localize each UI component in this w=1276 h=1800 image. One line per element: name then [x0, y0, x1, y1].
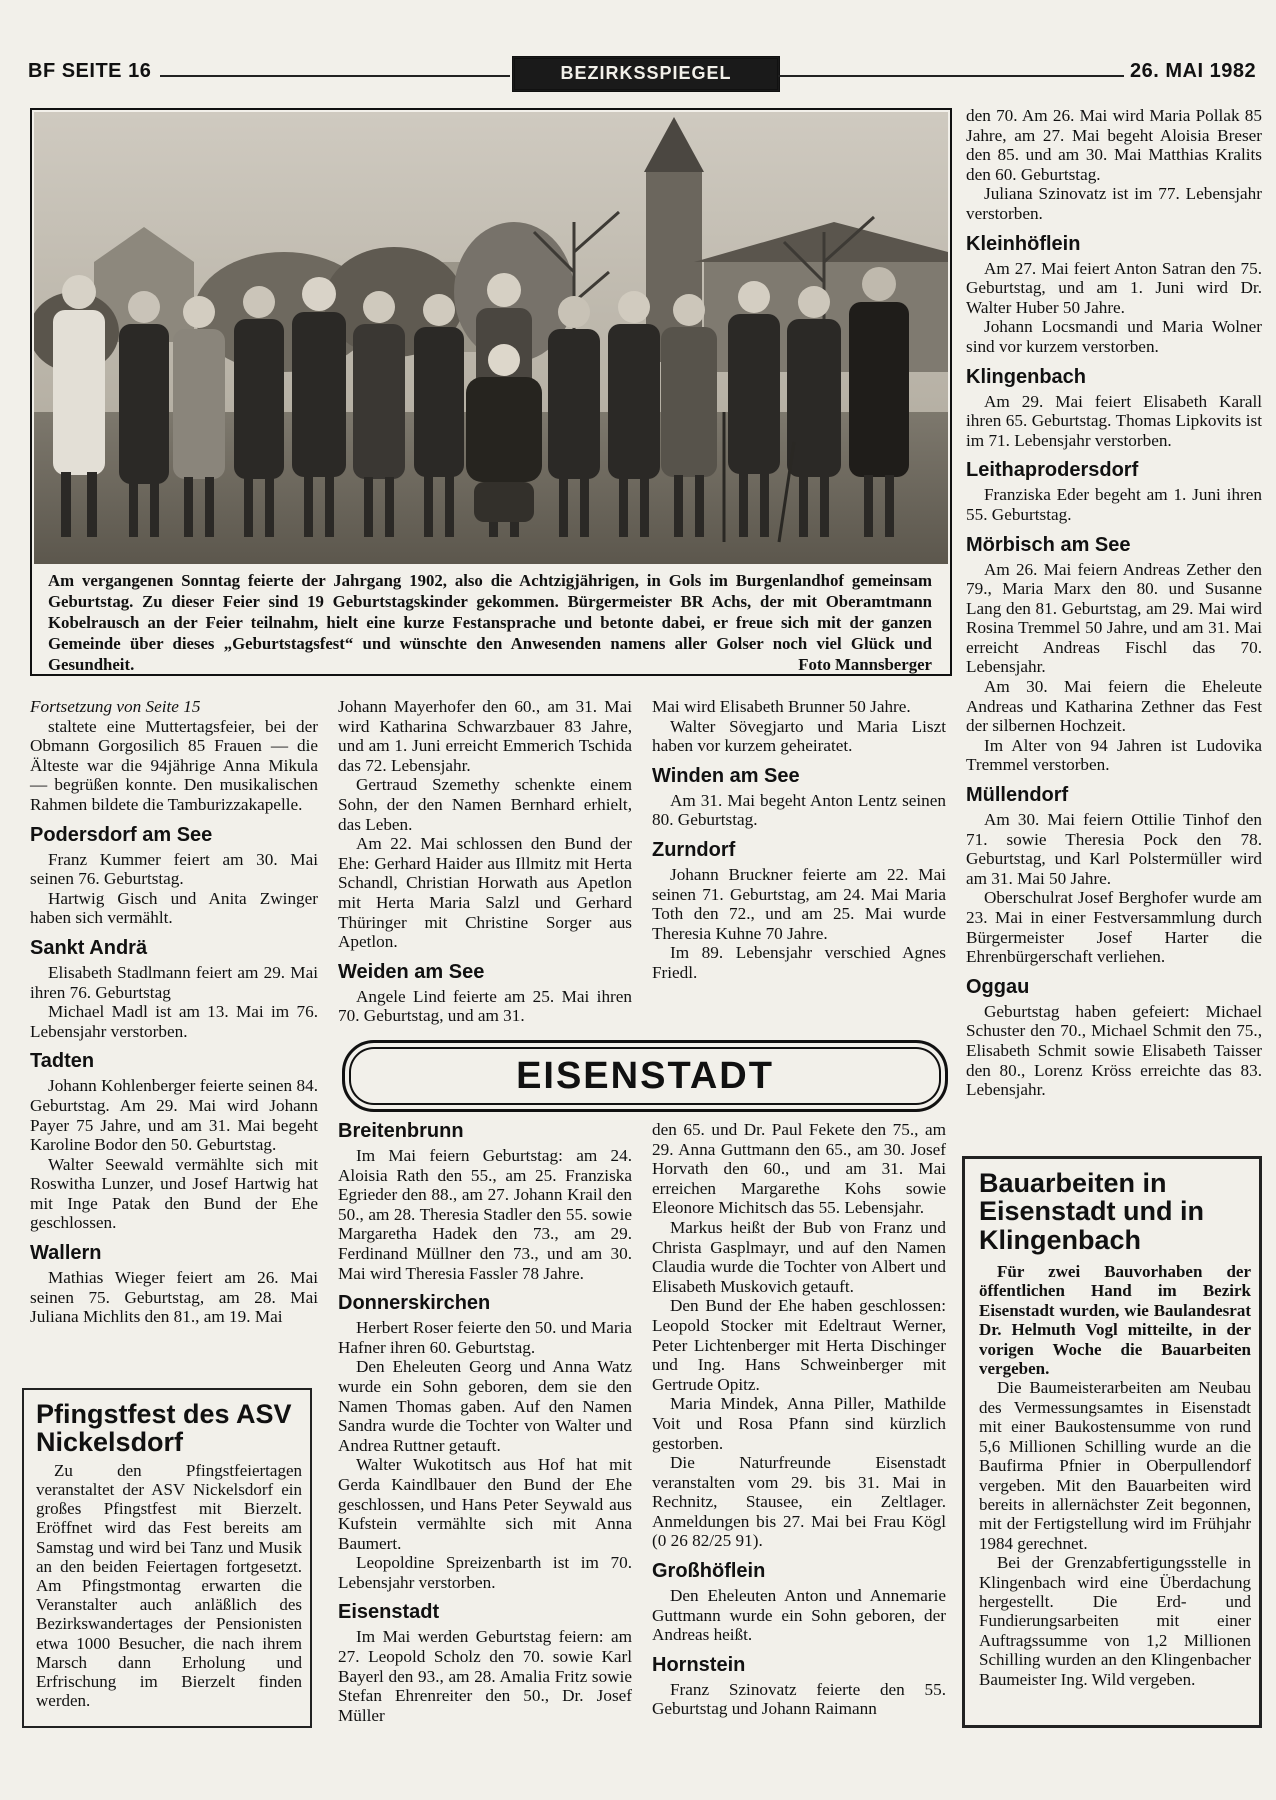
column-3	[652, 697, 946, 983]
kleinhoeflein-p2: Johann Locsmandi und Maria Wolner sind vor kurzem verstorben.	[966, 317, 1262, 356]
eis2-p2: Markus heißt der Bub von Franz und Christa Gasplmayr, und auf den Namen Claudia wurde die Tochter von Albert und Elisabeth Muskovich getauft.	[652, 1217, 946, 1296]
wallern-p1: Mathias Wieger feiert am 26. Mai seinen 75. Geburtstag, am 28. Mai Juliana Michlits den 81., am 19. Mai	[30, 1268, 318, 1327]
col3-p2: Walter Sövegjarto und Maria Liszt haben vor kurzem geheiratet.	[652, 716, 946, 756]
eisenstadt-column-1	[338, 1120, 632, 1725]
eisenstadt-column-2	[652, 1120, 946, 1719]
muellendorf-p2: Oberschulrat Josef Berghofer wurde am 23. Mai in einer Festversammlung durch Bürgermeister Josef Harter die Ehrenbürgerschaft verliehen.	[966, 888, 1262, 967]
zurndorf-p2: Im 89. Lebensjahr verschied Agnes Friedl.	[652, 943, 946, 982]
heading-tadten: Tadten	[30, 1050, 95, 1073]
grosshoeflein-p1: Den Eheleuten Anton und Annemarie Guttmann wurde ein Sohn geboren, der Andreas heißt.	[652, 1586, 946, 1645]
bauarbeiten-lead: Für zwei Bauvorhaben der öffentlichen Hand im Bezirk Eisenstadt wurden, wie Baulandesrat Dr. Helmuth Vogl mitteilte, in der vorigen Woche die Bauarbeiten vergeben.	[979, 1262, 1251, 1379]
moerbisch-p3: Im Alter von 94 Jahren ist Ludovika Tremmel verstorben.	[966, 735, 1262, 775]
col2-p2: Gertraud Szemethy schenkte einem Sohn, der den Namen Bernhard erhielt, das Leben.	[338, 775, 632, 834]
heading-eisenstadt: Eisenstadt	[338, 1601, 440, 1624]
podersdorf-p1: Franz Kummer feiert am 30. Mai seinen 76. Geburtstag.	[30, 849, 318, 889]
heading-breitenbrunn: Breitenbrunn	[338, 1120, 464, 1142]
issue-date: 26. MAI 1982	[1130, 60, 1257, 82]
caption-text: Am vergangenen Sonntag feierte der Jahrgang 1902, also die Achtzigjährigen, in Gols im Burgenlandhof gemeinsam Geburtstag. Zu dieser Feier sind 19 Geburtstagskinder gekommen. Bürgermeister BR Achs, der mit Oberamtmann Kobelrausch an der Feier teilnahm, hielt eine kurze Festansprache und betonte dabei, er freue sich mit der ganzen Gemeinde über dieses „Geburtstagsfest“ und wünschte den Anwesenden namens aller Golser noch viel Glück und Gesundheit.	[48, 571, 932, 674]
andrae-p1: Elisabeth Stadlmann feiert am 29. Mai ihren 76. Geburtstag	[30, 962, 318, 1002]
pfingstfest-body: Zu den Pfingstfeiertagen veranstaltet der ASV Nickelsdorf ein großes Pfingstfest mit Bierzelt. Eröffnet wird das Fest bereits am Samstag und wird bei Tanz und Musik an den beiden Feiertagen fortgesetzt. Am Pfingstmontag erwarten die Veranstalter auch anläßlich des Bezirkswandertages der Pensionisten etwa 1000 Besucher, die nach ihrem Marsch dann Erholung und Erfrischung im Bierzelt finden werden.	[36, 1460, 302, 1711]
eisenstadt-p1: Im Mai werden Geburtstag feiern: am 27. Leopold Scholz den 70. sowie Karl Bayerl den 93., am 28. Amalia Fritz sowie Stefan Ehrenreiter den 50., Dr. Josef Müller	[338, 1627, 632, 1725]
heading-kleinhoeflein: Kleinhöflein	[966, 232, 1081, 255]
heading-moerbisch: Mörbisch am See	[966, 533, 1131, 556]
moerbisch-p2: Am 30. Mai feiern die Eheleute Andreas und Katharina Zethner das Fest der silbernen Hochzeit.	[966, 677, 1262, 736]
bauarbeiten-box	[962, 1156, 1262, 1728]
weiden-p1: Angele Lind feierte am 25. Mai ihren 70. Geburtstag, und am 31.	[338, 986, 632, 1026]
heading-podersdorf: Podersdorf am See	[30, 823, 213, 846]
bauarbeiten-title: Bauarbeiten in Eisenstadt und in Klingenbach	[979, 1168, 1205, 1255]
header-rule-left	[160, 75, 510, 77]
eis2-p1: den 65. und Dr. Paul Fekete den 75., am 29. Anna Guttmann den 65., am 30. Josef Horvath den 60., und am 31. Mai erreichen Margarethe Kohs sowie Eleonore Michitsch das 55. Lebensjahr.	[652, 1120, 946, 1218]
breitenbrunn-p1: Im Mai feiern Geburtstag: am 24. Aloisia Rath den 55., am 25. Franziska Egrieder den 88., am 27. Johann Krail den 50., am 28. Theresia Stadler den 55. sowie Margaretha Hadek den 73., am 29. Ferdinand Müllner den 73., und am 30. Mai wird Theresia Fassler 78 Jahre.	[338, 1146, 632, 1283]
moerbisch-p1: Am 26. Mai feiern Andreas Zether den 79., Maria Marx den 80. und Susanne Lang den 81. Geburtstag, am 29. Mai wird Rosina Tremmel 50 Jahre, und am 31. Mai erreicht Andreas Fischl das 70. Lebensjahr.	[966, 559, 1262, 677]
col2-p1: Johann Mayerhofer den 60., am 31. Mai wird Katharina Schwarzbauer 83 Jahre, und am 1. Juni erreicht Emmerich Tschida das 72. Lebensjahr.	[338, 697, 632, 775]
tadten-p2: Walter Seewald vermählte sich mit Roswitha Lunzer, und Josef Hartwig hat mit Inge Patak den Bund der Ehe geschlossen.	[30, 1154, 318, 1233]
leitha-p1: Franziska Eder begeht am 1. Juni ihren 55. Geburtstag.	[966, 485, 1262, 524]
eisenstadt-banner-text: EISENSTADT	[516, 1055, 774, 1097]
pfingstfest-title: Pfingstfest des ASV Nickelsdorf	[36, 1399, 292, 1458]
header-rule-right	[778, 75, 1124, 77]
heading-winden: Winden am See	[652, 764, 800, 787]
eisenstadt-banner	[342, 1040, 948, 1112]
right-intro: den 70. Am 26. Mai wird Maria Pollak 85 Jahre, am 27. Mai begeht Aloisia Breser den 85. und am 30. Mai Matthias Kralits den 60. Geburtstag.	[966, 106, 1262, 184]
eis2-p4: Maria Mindek, Anna Piller, Mathilde Voit und Rosa Pfann sind kürzlich gestorben.	[652, 1394, 946, 1453]
col1-intro: staltete eine Muttertagsfeier, bei der Obmann Gorgosilich 85 Frauen — die Älteste war die 94jährige Anna Mikula — begrüßen konnte. Den musikalischen Rahmen bildete die Tamburizzakapelle.	[30, 716, 318, 814]
heading-donnerskirchen: Donnerskirchen	[338, 1292, 491, 1315]
photo-credit: Foto Mannsberger	[798, 655, 932, 674]
heading-oggau: Oggau	[966, 975, 1030, 998]
right-column	[966, 106, 1262, 1100]
continuation-note: Fortsetzung von Seite 15	[30, 697, 201, 716]
winden-p1: Am 31. Mai begeht Anton Lentz seinen 80. Geburtstag.	[652, 790, 946, 830]
donnerskirchen-p3: Walter Wukotitsch aus Hof hat mit Gerda Kaindlbauer den Bund der Ehe geschlossen, und Hans Peter Seywald aus Kufstein vermählte sich mit Anna Baumert.	[338, 1455, 632, 1553]
photo-frame	[30, 108, 952, 676]
heading-muellendorf: Müllendorf	[966, 784, 1069, 807]
eis2-p5: Die Naturfreunde Eisenstadt veranstalten vom 29. bis 31. Mai in Rechnitz, Stausee, ein Zeltlager. Anmeldungen bis 27. Mai bei Frau Kögl (0 26 82/25 91).	[652, 1453, 946, 1551]
heading-grosshoeflein: Großhöflein	[652, 1560, 766, 1583]
column-1	[30, 697, 318, 1327]
page-label: BF SEITE 16	[28, 60, 152, 82]
heading-klingenbach: Klingenbach	[966, 365, 1087, 388]
column-2	[338, 697, 632, 1026]
kleinhoeflein-p1: Am 27. Mai feiert Anton Satran den 75. Geburtstag, und am 1. Juni wird Dr. Walter Huber 50 Jahre.	[966, 258, 1262, 317]
group-photo	[34, 112, 948, 564]
heading-leithaprodersdorf: Leithaprodersdorf	[966, 459, 1139, 482]
zurndorf-p1: Johann Bruckner feierte am 22. Mai seinen 71. Geburtstag, am 24. Mai Maria Toth den 72., und am 25. Mai wurde Theresia Kuhne 70 Jahre.	[652, 864, 946, 943]
heading-sankt-andrae: Sankt Andrä	[30, 936, 148, 959]
col3-p1: Mai wird Elisabeth Brunner 50 Jahre.	[652, 697, 911, 716]
klingenbach-p1: Am 29. Mai feiert Elisabeth Karall ihren 65. Geburtstag. Thomas Lipkovits ist im 71. Lebensjahr verstorben.	[966, 391, 1262, 450]
pfingstfest-box	[22, 1388, 312, 1728]
right-intro2: Juliana Szinovatz ist im 77. Lebensjahr verstorben.	[966, 184, 1262, 223]
photo-caption	[48, 570, 932, 675]
bauarbeiten-p2: Bei der Grenzabfertigungsstelle in Klingenbach wird eine Überdachung hergestellt. Die Erd- und Fundierungsarbeiten mit einer Auftragssumme von 1,2 Millionen Schilling wurden an den Klingenbacher Baumeister Ing. Wild vergeben.	[979, 1553, 1251, 1689]
donnerskirchen-p1: Herbert Roser feierte den 50. und Maria Hafner ihren 60. Geburtstag.	[338, 1318, 632, 1357]
oggau-p1: Geburtstag haben gefeiert: Michael Schuster den 70., Michael Schmit den 75., Elisabeth Schmit sowie Elisabeth Taisser den 80., Lorenz Kröss erreichte das 83. Lebensjahr.	[966, 1001, 1262, 1100]
heading-wallern: Wallern	[30, 1242, 102, 1265]
heading-hornstein: Hornstein	[652, 1653, 746, 1676]
hornstein-p1: Franz Szinovatz feierte den 55. Geburtstag und Johann Raimann	[652, 1679, 946, 1719]
heading-zurndorf: Zurndorf	[652, 838, 736, 861]
podersdorf-p2: Hartwig Gisch und Anita Zwinger haben sich vermählt.	[30, 888, 318, 928]
donnerskirchen-p4: Leopoldine Spreizenbarth ist im 70. Lebensjahr verstorben.	[338, 1553, 632, 1592]
tadten-p1: Johann Kohlenberger feierte seinen 84. Geburtstag. Am 29. Mai wird Johann Payer 75 Jahre, und am 31. Mai begeht Karoline Bodor den 50. Geburtstag.	[30, 1076, 318, 1155]
col2-p3: Am 22. Mai schlossen den Bund der Ehe: Gerhard Haider aus Illmitz mit Herta Schandl, Christian Horwath aus Apetlon mit Herta Maria Salzl und Gerhard Thüringer mit Christine Sorger aus Apetlon.	[338, 834, 632, 952]
bauarbeiten-p1: Die Baumeisterarbeiten am Neubau des Vermessungsamtes in Eisenstadt mit einer Baukostensumme von rund 5,6 Millionen Schilling wurde an die Baufirma Pfnier in Oberpullendorf vergeben. Mit den Bauarbeiten wird bereits in allernächster Zeit begonnen, mit der Fertigstellung wird im Frühjahr 1984 gerechnet.	[979, 1378, 1251, 1553]
eis2-p3: Den Bund der Ehe haben geschlossen: Leopold Stocker mit Edeltraut Werner, Peter Lichtenberger mit Herta Dischinger und Ing. Hans Schweinberger mit Gertrude Opitz.	[652, 1296, 946, 1394]
andrae-p2: Michael Madl ist am 13. Mai im 76. Lebensjahr verstorben.	[30, 1002, 318, 1041]
section-title: BEZIRKSSPIEGEL	[512, 56, 780, 92]
donnerskirchen-p2: Den Eheleuten Georg und Anna Watz wurde ein Sohn geboren, dem sie den Namen Thomas gaben. Auf den Namen Sandra wurde die Tochter von Walter und Andrea Ruttner getauft.	[338, 1357, 632, 1455]
heading-weiden: Weiden am See	[338, 960, 485, 983]
muellendorf-p1: Am 30. Mai feiern Ottilie Tinhof den 71. sowie Theresia Pock den 78. Geburtstag, und Karl Polstermüller wird am 31. Mai 50 Jahre.	[966, 810, 1262, 888]
